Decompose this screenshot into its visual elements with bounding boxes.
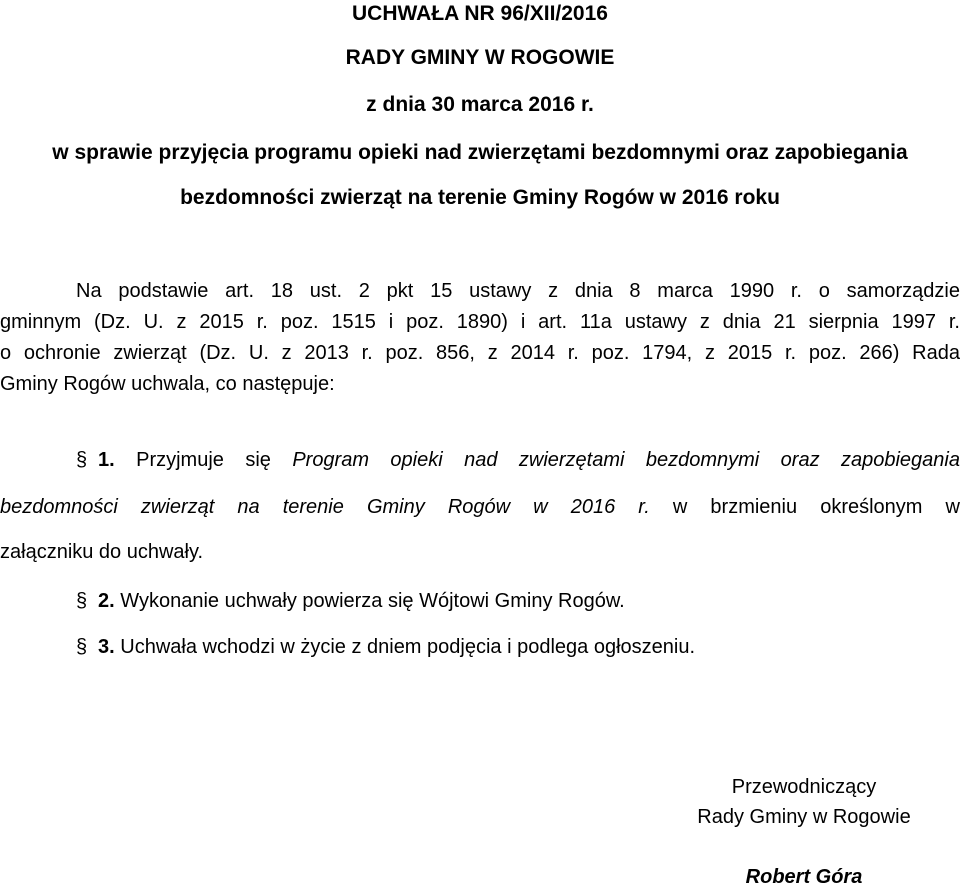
- preamble-line-1: Na podstawie art. 18 ust. 2 pkt 15 ustawy z dnia 8 marca 1990 r. o samorządzie: [76, 280, 960, 302]
- section-1-number: 1.: [98, 449, 115, 471]
- council-name: RADY GMINY W ROGOWIE: [345, 46, 615, 69]
- signature-name: Robert Góra: [745, 866, 863, 888]
- section-2-number: 2.: [98, 590, 115, 612]
- section-1-line-3: załączniku do uchwały.: [0, 541, 204, 563]
- paragraph-mark-1: §: [76, 449, 88, 471]
- subject-line-2: bezdomności zwierząt na terenie Gminy Rogów w 2016 roku: [180, 186, 780, 209]
- resolution-number: UCHWAŁA NR 96/XII/2016: [352, 2, 608, 25]
- signature-title-1: Przewodniczący: [731, 776, 877, 798]
- section-1-program-title-b: bezdomności zwierząt na terenie Gminy Rogów w 2016 r.: [0, 496, 650, 518]
- section-3-text: Uchwała wchodzi w życie z dniem podjęcia i podlega ogłoszeniu.: [120, 636, 696, 658]
- section-1-line-2: [0, 492, 960, 522]
- signature-title-2: Rady Gminy w Rogowie: [697, 806, 911, 828]
- section-2: [0, 586, 960, 616]
- preamble-line-2: gminnym (Dz. U. z 2015 r. poz. 1515 i poz. 1890) i art. 11a ustawy z dnia 21 sierpnia 1997 r.: [0, 311, 960, 333]
- section-2-text: Wykonanie uchwały powierza się Wójtowi Gminy Rogów.: [120, 590, 625, 612]
- section-3-number: 3.: [98, 636, 115, 658]
- subject-line-1: w sprawie przyjęcia programu opieki nad zwierzętami bezdomnymi oraz zapobiegania: [52, 141, 908, 164]
- section-1-text-a: Przyjmuje się: [136, 449, 271, 471]
- section-1-text-b: w brzmieniu określonym w: [672, 496, 960, 518]
- section-1-line-1: [0, 445, 960, 475]
- section-1-program-title-a: Program opieki nad zwierzętami bezdomnymi oraz zapobiegania: [292, 449, 960, 471]
- paragraph-mark-3: §: [76, 636, 88, 658]
- preamble-line-3: o ochronie zwierząt (Dz. U. z 2013 r. poz. 856, z 2014 r. poz. 1794, z 2015 r. poz. 266) Rada: [0, 342, 960, 364]
- paragraph-mark-2: §: [76, 590, 88, 612]
- preamble-line-4: Gminy Rogów uchwala, co następuje:: [0, 373, 335, 395]
- resolution-date: z dnia 30 marca 2016 r.: [366, 93, 594, 116]
- section-3: [0, 632, 960, 662]
